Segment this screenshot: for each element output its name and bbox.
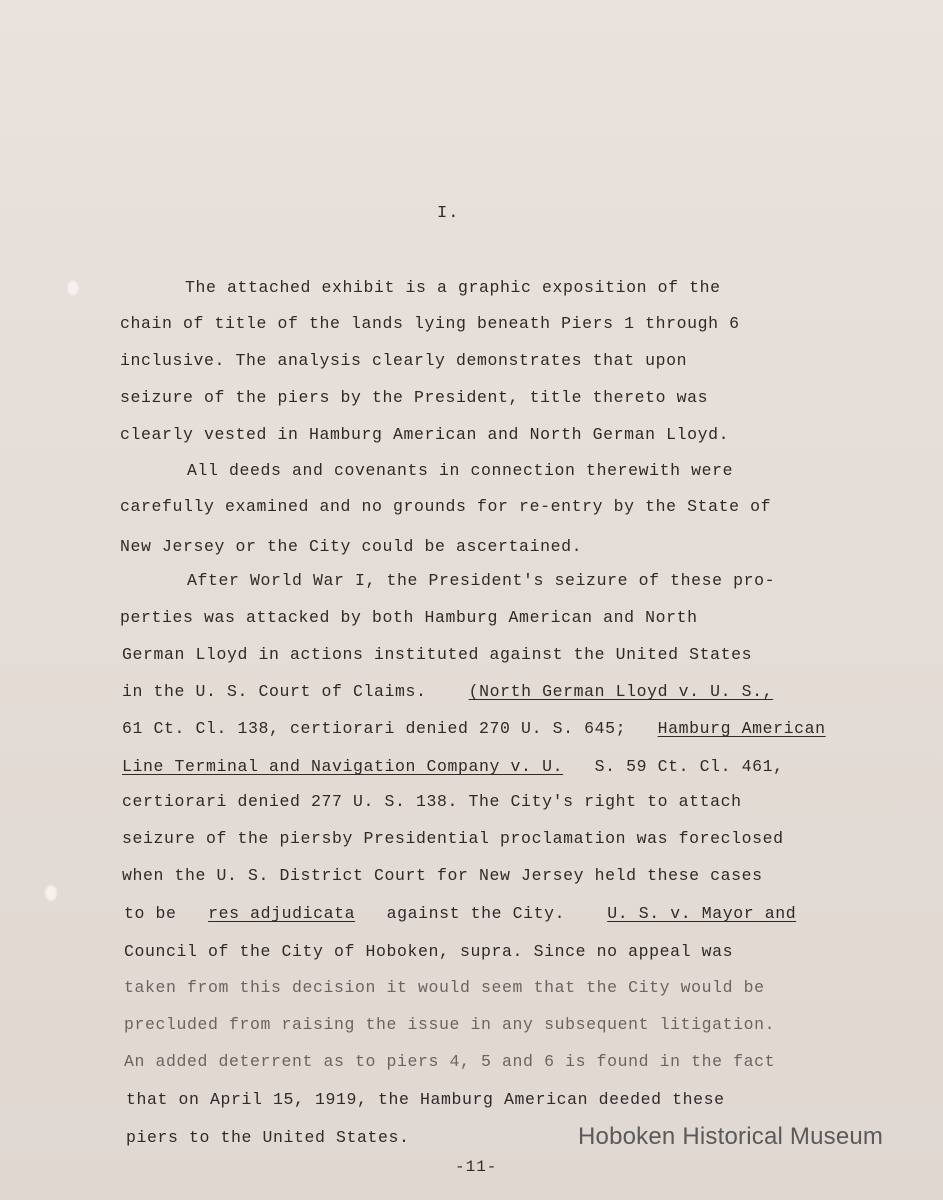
body-text: 61 Ct. Cl. 138, certiorari denied 270 U. S. 645; — [122, 719, 627, 738]
body-line: inclusive. The analysis clearly demonstrates that upon — [120, 351, 688, 370]
body-line: carefully examined and no grounds for re-entry by the State of — [120, 497, 772, 516]
case-citation-hamburg: Hamburg American — [657, 719, 826, 738]
body-line — [122, 757, 784, 776]
punch-hole-mark — [66, 279, 80, 297]
body-line: clearly vested in Hamburg American and North German Lloyd. — [120, 425, 730, 444]
body-line: All deeds and covenants in connection therewith were — [187, 461, 734, 480]
body-line: certiorari denied 277 U. S. 138. The City's right to attach — [122, 792, 742, 811]
body-line: perties was attacked by both Hamburg American and North — [120, 608, 698, 627]
body-line — [122, 719, 826, 738]
body-line: New Jersey or the City could be ascertained. — [120, 537, 583, 556]
body-line: chain of title of the lands lying beneath Piers 1 through 6 — [120, 314, 740, 333]
body-line: seizure of the piers by the President, title thereto was — [120, 388, 709, 407]
body-text: against the City. — [386, 904, 566, 923]
body-line: Council of the City of Hoboken, supra. Since no appeal was — [124, 942, 734, 961]
case-citation-ngl: (North German Lloyd v. U. S., — [468, 682, 774, 701]
body-text: to be — [124, 904, 177, 923]
body-text: S. 59 Ct. Cl. 461, — [594, 757, 784, 776]
body-line: precluded from raising the issue in any subsequent litigation. — [124, 1015, 776, 1034]
section-heading: I. — [437, 204, 460, 223]
body-line: taken from this decision it would seem that the City would be — [124, 978, 765, 997]
body-line: seizure of the piersby Presidential proclamation was foreclosed — [122, 829, 784, 848]
body-line: German Lloyd in actions instituted against the United States — [122, 645, 753, 664]
body-line: After World War I, the President's seizure of these pro- — [187, 571, 776, 590]
body-line: when the U. S. District Court for New Jersey held these cases — [122, 866, 763, 885]
body-line — [124, 904, 796, 923]
body-line: An added deterrent as to piers 4, 5 and 6 is found in the fact — [124, 1052, 776, 1071]
case-citation-us-v-mayor: U. S. v. Mayor and — [607, 904, 797, 923]
body-line — [122, 682, 773, 701]
museum-watermark: Hoboken Historical Museum — [578, 1123, 884, 1150]
body-line: The attached exhibit is a graphic exposition of the — [185, 278, 721, 297]
case-citation-hamburg: Line Terminal and Navigation Company v. U. — [122, 757, 564, 776]
body-line: piers to the United States. — [126, 1128, 410, 1147]
body-text: in the U. S. Court of Claims. — [122, 682, 427, 701]
page-number: -11- — [455, 1158, 498, 1176]
punch-hole-mark — [44, 884, 58, 902]
latin-term-res-adjudicata: res adjudicata — [208, 904, 356, 923]
body-line: that on April 15, 1919, the Hamburg American deeded these — [126, 1090, 725, 1109]
